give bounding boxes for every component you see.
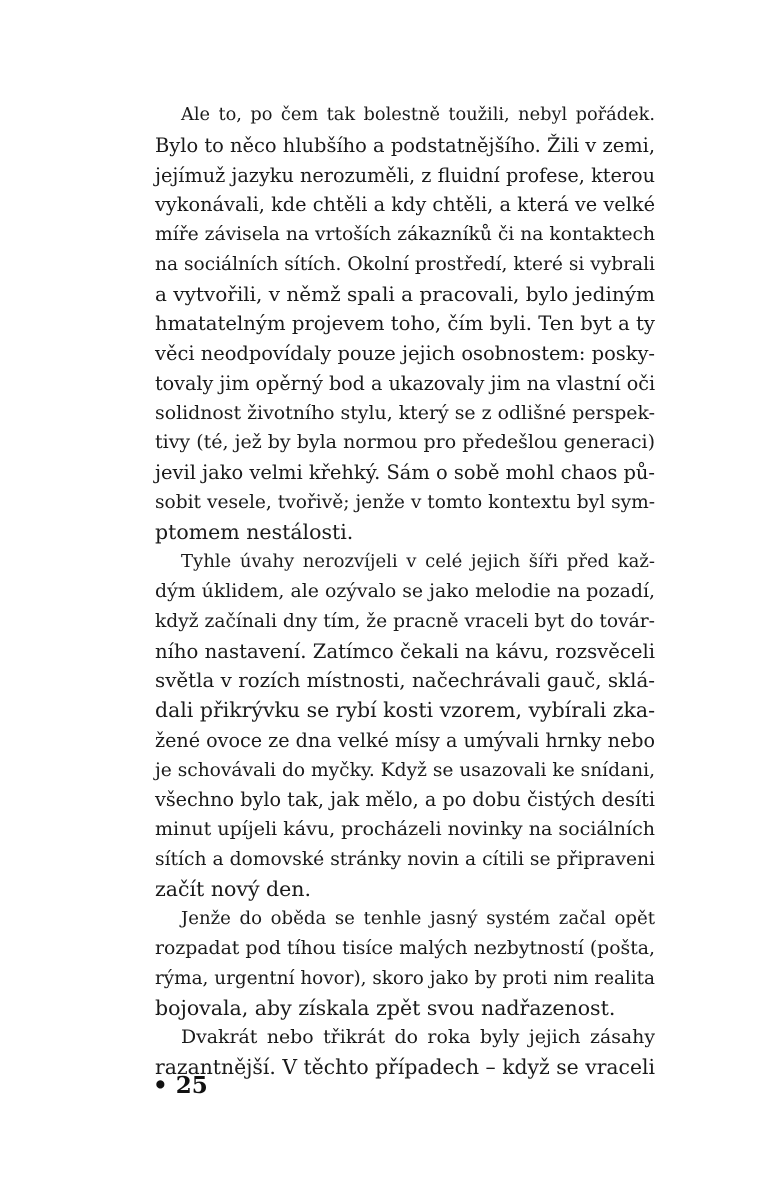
page-number: • 25	[153, 1072, 208, 1099]
text-line: vykonávali, kde chtěli a kdy chtěli, a která ve velké	[155, 193, 655, 217]
text-line: ního nastavení. Zatímco čekali na kávu, rozsvěceli	[155, 639, 655, 663]
text-line: Bylo to něco hlubšího a podstatnějšího. Žili v zemi,	[155, 133, 655, 157]
text-line: a vytvořili, v němž spali a pracovali, bylo jediným	[155, 281, 655, 306]
text-line: Jenže do oběda se tenhle jasný systém začal opět	[181, 908, 655, 930]
book-page-body	[155, 101, 655, 1083]
text-line: Tyhle úvahy nerozvíjeli v celé jejich šíři před kaž-	[181, 551, 655, 573]
text-line: dali přikrývku se rybí kosti vzorem, vybírali zka-	[155, 698, 655, 722]
text-line: začít nový den.	[155, 876, 312, 901]
text-line: bojovala, aby získala zpět svou nadřazenost.	[155, 995, 616, 1020]
text-line: dým úklidem, ale ozývalo se jako melodie na pozadí,	[155, 580, 655, 602]
paragraph-1	[155, 101, 655, 547]
text-line: všechno bylo tak, jak mělo, a po dobu čistých desíti	[155, 788, 655, 812]
text-line: rozpadat pod tíhou tisíce malých nezbytností (pošta,	[155, 938, 655, 959]
text-line: minut upíjeli kávu, procházeli novinky na sociálních	[155, 818, 655, 840]
text-line: solidnost životního stylu, který se z odlišné perspek-	[155, 401, 655, 424]
text-line: hmatatelným projevem toho, čím byli. Ten byt a ty	[155, 312, 655, 336]
text-line: světla v rozích místnosti, načechrávali gauč, sklá-	[155, 669, 655, 693]
text-line: sobit vesele, tvořivě; jenže v tomto kontextu byl sym-	[155, 491, 655, 513]
text-line: na sociálních sítích. Okolní prostředí, které si vybrali	[155, 253, 655, 275]
text-line: když začínali dny tím, že pracně vraceli byt do továr-	[155, 610, 655, 632]
text-line: žené ovoce ze dna velké mísy a umývali hrnky nebo	[155, 728, 655, 752]
text-line: Ale to, po čem tak bolestně toužili, nebyl pořádek.	[181, 105, 655, 125]
text-line: jevil jako velmi křehký. Sám o sobě mohl chaos pů-	[155, 461, 655, 484]
text-line: věci neodpovídaly pouze jejich osobnostem: posky-	[155, 342, 655, 365]
text-line: Dvakrát nebo třikrát do roka byly jejich zásahy	[181, 1026, 655, 1049]
text-line: razantnější. V těchto případech – když se vraceli	[155, 1055, 655, 1079]
text-line: sítích a domovské stránky novin a cítili se připraveni	[155, 848, 655, 870]
text-line: míře závisela na vrtoších zákazníků či na kontaktech	[155, 224, 656, 245]
text-line: tivy (té, jež by byla normou pro předešlou generaci)	[155, 431, 655, 454]
text-line: tovaly jim opěrný bod a ukazovaly jim na vlastní oči	[155, 371, 656, 395]
text-line: jejímuž jazyku nerozuměli, z fluidní profese, kterou	[155, 163, 655, 187]
paragraph-4	[155, 1023, 655, 1083]
text-line: je schovávali do myčky. Když se usazovali ke snídani,	[155, 759, 655, 781]
text-line: ptomem nestálosti.	[155, 519, 354, 544]
paragraph-3	[155, 904, 655, 1023]
text-line: rýma, urgentní hovor), skoro jako by proti nim realita	[155, 967, 655, 989]
paragraph-2	[155, 547, 655, 904]
